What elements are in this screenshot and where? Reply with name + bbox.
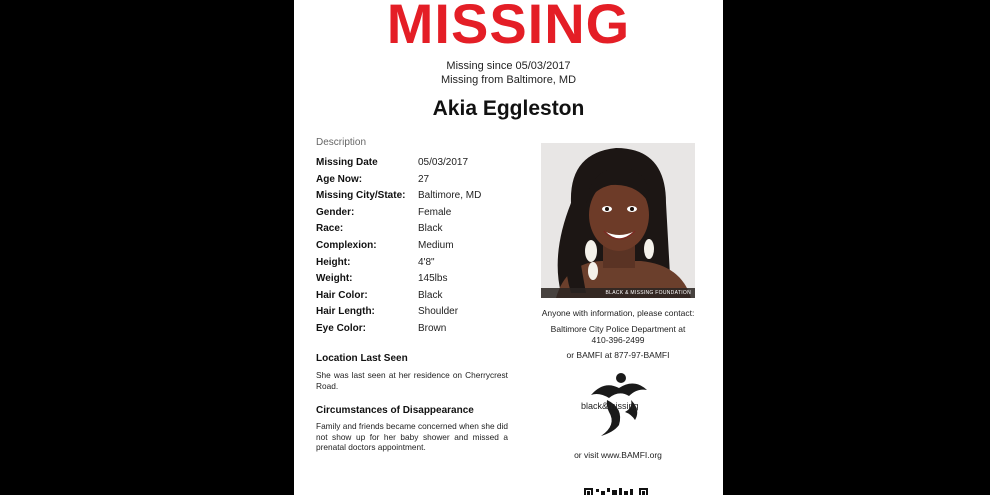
field-value: Baltimore, MD: [418, 190, 482, 202]
person-name: Akia Eggleston: [432, 97, 585, 120]
field-row: [316, 288, 516, 305]
black-and-missing-logo: [579, 370, 659, 440]
field-value: Black: [418, 223, 443, 235]
field-label: Eye Color:: [316, 322, 367, 334]
location-title: Location Last Seen: [316, 353, 408, 364]
field-label: Hair Color:: [316, 289, 368, 301]
photo-credit: BLACK & MISSING FOUNDATION: [605, 290, 691, 296]
field-row: [316, 238, 516, 255]
field-value: Medium: [418, 239, 454, 251]
field-row: [316, 221, 516, 238]
circumstances-text: Family and friends became concerned when she did not show up for her baby shower and missed a prenatal doctors appointment.: [316, 421, 508, 452]
field-label: Weight:: [316, 273, 353, 285]
field-row: [316, 155, 516, 172]
missing-poster: [294, 0, 723, 495]
field-row: [316, 321, 516, 338]
qr-code-icon: [584, 486, 654, 495]
circumstances-title: Circumstances of Disappearance: [316, 405, 474, 416]
field-label: Complexion:: [316, 239, 377, 251]
person-photo: [541, 143, 695, 298]
field-label: Missing City/State:: [316, 190, 406, 202]
field-label: Hair Length:: [316, 306, 375, 318]
field-row: [316, 304, 516, 321]
missing-from: Missing from Baltimore, MD: [440, 74, 577, 86]
field-value: 05/03/2017: [418, 157, 469, 168]
field-row: [316, 188, 516, 205]
field-value: Black: [418, 289, 443, 301]
field-value: Female: [418, 206, 452, 218]
field-value: 4'8": [418, 256, 435, 268]
logo-text: black&missing: [581, 401, 639, 411]
portrait-illustration: [541, 143, 695, 298]
field-row: [316, 255, 516, 272]
field-value: Shoulder: [418, 306, 459, 318]
qr-code: [584, 484, 654, 495]
description-fields: [316, 155, 516, 338]
contact-police: Baltimore City Police Department at: [550, 324, 686, 334]
field-label: Age Now:: [316, 173, 363, 185]
visit-website: or visit www.BAMFI.org: [574, 450, 662, 460]
logo-mark: [579, 370, 659, 440]
field-row: [316, 172, 516, 189]
location-text: She was last seen at her residence on Cherrycrest Road.: [316, 370, 508, 391]
field-value: 27: [418, 173, 430, 185]
contact-bamfi: or BAMFI at 877-97-BAMFI: [566, 350, 670, 360]
contact-intro: Anyone with information, please contact:: [541, 308, 695, 318]
field-label: Gender:: [316, 206, 355, 218]
contact-police-phone: 410-396-2499: [591, 335, 645, 345]
field-label: Missing Date: [316, 157, 378, 168]
field-label: Race:: [316, 223, 344, 235]
field-row: [316, 205, 516, 222]
headline: MISSING: [386, 0, 631, 55]
description-label: Description: [316, 137, 367, 148]
field-row: [316, 271, 516, 288]
field-label: Height:: [316, 256, 351, 268]
field-value: 145lbs: [418, 273, 448, 285]
field-value: Brown: [418, 322, 447, 334]
missing-since: Missing since 05/03/2017: [446, 60, 571, 72]
